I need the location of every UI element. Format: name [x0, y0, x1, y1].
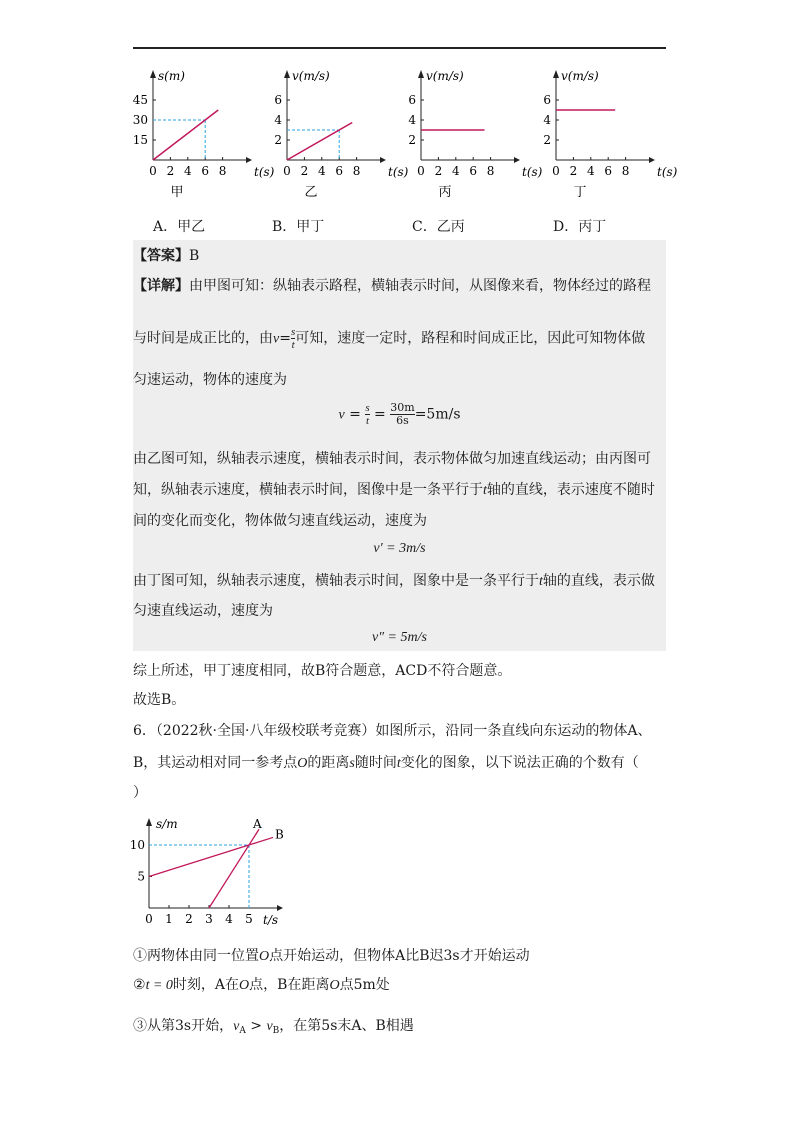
x-tick-label: 8: [486, 164, 495, 178]
choice-d[interactable]: [553, 216, 606, 236]
choice-letter: A．: [153, 219, 178, 235]
detail-line-8: 匀速直线运动，速度为: [133, 603, 273, 619]
y-axis-arrow: [553, 70, 559, 78]
detail-label: 【详解】: [133, 278, 189, 294]
answer-value: B: [189, 248, 200, 264]
question6-line-3: ）: [133, 785, 147, 801]
x-tick-label: 6: [604, 164, 613, 178]
y-tick-label: 30: [132, 113, 148, 127]
y-tick-label: 5: [137, 869, 145, 884]
x-axis-arrow: [277, 905, 283, 911]
answer-choices: [0, 216, 800, 240]
question6-line-2: B，其运动相对同一参考点O的距离s随时间t变化的图象，以下说法正确的个数有（: [133, 755, 639, 771]
fraction-s-over-t: $\frac{s}{t}$: [290, 326, 296, 351]
choice-letter: C．: [412, 219, 437, 235]
y-axis-arrow: [418, 70, 424, 78]
motion-graph-ab: [128, 808, 288, 938]
y-tick-label: 6: [274, 93, 282, 107]
choice-letter: B．: [272, 219, 297, 235]
x-tick-label: 6: [335, 164, 344, 178]
y-axis-label: v(m/s): [561, 69, 599, 83]
choice-b[interactable]: [272, 216, 324, 236]
x-tick-label: 2: [185, 912, 193, 926]
x-tick-label: 5: [245, 912, 253, 926]
x-axis-label: t(s): [388, 165, 409, 179]
y-tick-label: 15: [132, 133, 148, 147]
x-tick-label: 2: [434, 164, 443, 178]
y-axis-label: s(m): [158, 69, 185, 83]
x-tick-label: 0: [149, 164, 157, 178]
x-tick-label: 8: [352, 164, 361, 178]
x-tick-label: 4: [183, 164, 192, 178]
y-axis-label: s/m: [156, 817, 178, 831]
y-axis-label: v(m/s): [426, 69, 464, 83]
x-axis-arrow: [246, 157, 252, 163]
graph-caption: 丁: [573, 185, 587, 200]
choice-text: 丙丁: [578, 219, 607, 235]
choice-text: 甲乙: [177, 219, 206, 235]
detail-text: 可知，速度一定时，路程和时间成正比，因此可知物体做: [295, 330, 646, 347]
x-axis-label: t(s): [522, 165, 543, 179]
x-axis-label: t(s): [254, 165, 275, 179]
y-tick-label: 4: [543, 113, 551, 127]
x-axis-arrow: [514, 157, 520, 163]
label-a: A: [253, 816, 262, 831]
x-tick-label: 6: [469, 164, 478, 178]
x-tick-label: 2: [300, 164, 309, 178]
x-tick-label: 4: [225, 912, 233, 926]
detail-line-1: [133, 276, 666, 296]
y-axis-label: v(m/s): [292, 69, 330, 83]
fraction-30m-over-6s: $\frac{30m}{6s}$: [390, 401, 415, 427]
x-tick-label: 0: [283, 164, 291, 178]
x-tick-label: 3: [205, 912, 213, 926]
statement-1: ①两物体由同一位置O点开始运动，但物体A比B迟3s才开始运动: [133, 948, 530, 964]
statement-3: ③从第3s开始，$v_A > v_B$，在第5s末A、B相遇: [133, 1018, 414, 1036]
x-axis-arrow: [380, 157, 386, 163]
x-tick-label: 0: [145, 912, 153, 926]
line-a: [209, 829, 259, 908]
detail-line-6: 间的变化而变化，物体做匀速直线运动，速度为: [133, 513, 427, 529]
y-tick-label: 6: [543, 93, 551, 107]
equation-3: v″ = 5m/s: [372, 630, 427, 645]
x-axis-label: t(s): [657, 165, 678, 179]
math-v: v: [273, 331, 280, 347]
y-tick-label: 45: [132, 93, 148, 107]
answer-line: [133, 246, 666, 266]
y-tick-label: 2: [408, 133, 416, 147]
y-axis-arrow: [150, 70, 156, 78]
y-tick-label: 6: [408, 93, 416, 107]
y-axis-arrow: [146, 818, 152, 826]
y-tick-label: 10: [129, 838, 145, 852]
choice-text: 甲丁: [296, 219, 325, 235]
data-line: [153, 110, 218, 160]
line-b: [149, 837, 273, 876]
fraction-s-over-t: $\frac{s}{t}$: [365, 402, 370, 427]
four-graphs-figure: [120, 60, 700, 210]
y-tick-label: 2: [543, 133, 551, 147]
y-tick-label: 4: [408, 113, 416, 127]
equation-2: v′ = 3m/s: [373, 541, 426, 556]
answer-label: 【答案】: [133, 248, 189, 264]
x-tick-label: 1: [165, 912, 173, 926]
y-axis-arrow: [284, 70, 290, 78]
graph-panel-4: [543, 69, 677, 200]
equals-sign: =: [279, 330, 291, 347]
summary-line: 综上所述，甲丁速度相同，故B符合题意，ACD不符合题意。: [133, 663, 512, 679]
detail-line-2: [133, 326, 666, 351]
x-tick-label: 8: [621, 164, 630, 178]
graph-panel-3: [408, 69, 542, 200]
x-tick-label: 0: [417, 164, 425, 178]
x-tick-label: 6: [201, 164, 210, 178]
x-tick-label: 4: [451, 164, 460, 178]
x-tick-label: 2: [569, 164, 578, 178]
graph-caption: 甲: [170, 185, 184, 200]
graph-panel-2: [274, 69, 408, 200]
x-tick-label: 8: [218, 164, 227, 178]
choice-c[interactable]: [412, 216, 465, 236]
x-tick-label: 2: [166, 164, 175, 178]
question6-line-1: 6．（2022秋·全国·八年级校联考竞赛）如图所示，沿同一条直线向东运动的物体A、: [133, 723, 652, 739]
graph-caption: 丙: [438, 185, 452, 200]
detail-line-3: 匀速运动，物体的速度为: [133, 372, 287, 388]
x-tick-label: 0: [552, 164, 560, 178]
header-rule: [133, 47, 666, 49]
y-tick-label: 2: [274, 133, 282, 147]
graph-panel-1: [133, 69, 275, 200]
data-line: [287, 123, 352, 161]
detail-line-7: 由丁图可知，纵轴表示速度，横轴表示时间，图象中是一条平行于t轴的直线，表示做: [133, 573, 655, 589]
graph-caption: 乙: [304, 185, 318, 200]
label-b: B: [275, 827, 284, 842]
x-axis-arrow: [649, 157, 655, 163]
choice-letter: D．: [553, 219, 579, 235]
detail-text: 由甲图可知：纵轴表示路程，横轴表示时间，从图像来看，物体经过的路程: [189, 278, 651, 294]
y-tick-label: 4: [274, 113, 282, 127]
detail-line-4: 由乙图可知，纵轴表示速度，横轴表示时间，表示物体做匀加速直线运动；由丙图可: [133, 451, 651, 467]
choice-text: 乙丙: [436, 219, 465, 235]
detail-line-5: 知，纵轴表示速度，横轴表示时间，图像中是一条平行于t轴的直线，表示速度不随时: [133, 482, 655, 498]
statement-2: ②t = 0时刻，A在O点，B在距离O点5m处: [133, 977, 390, 993]
equation-1: v = $\frac{s}{t}$ = $\frac{30m}{6s}$ =5m/s: [338, 401, 461, 427]
choice-a[interactable]: [153, 216, 205, 236]
detail-text: 与时间是成正比的，由: [133, 330, 273, 347]
x-tick-label: 4: [586, 164, 595, 178]
x-tick-label: 4: [317, 164, 326, 178]
conclusion-line: 故选B。: [133, 692, 186, 708]
x-axis-label: t/s: [263, 913, 279, 927]
